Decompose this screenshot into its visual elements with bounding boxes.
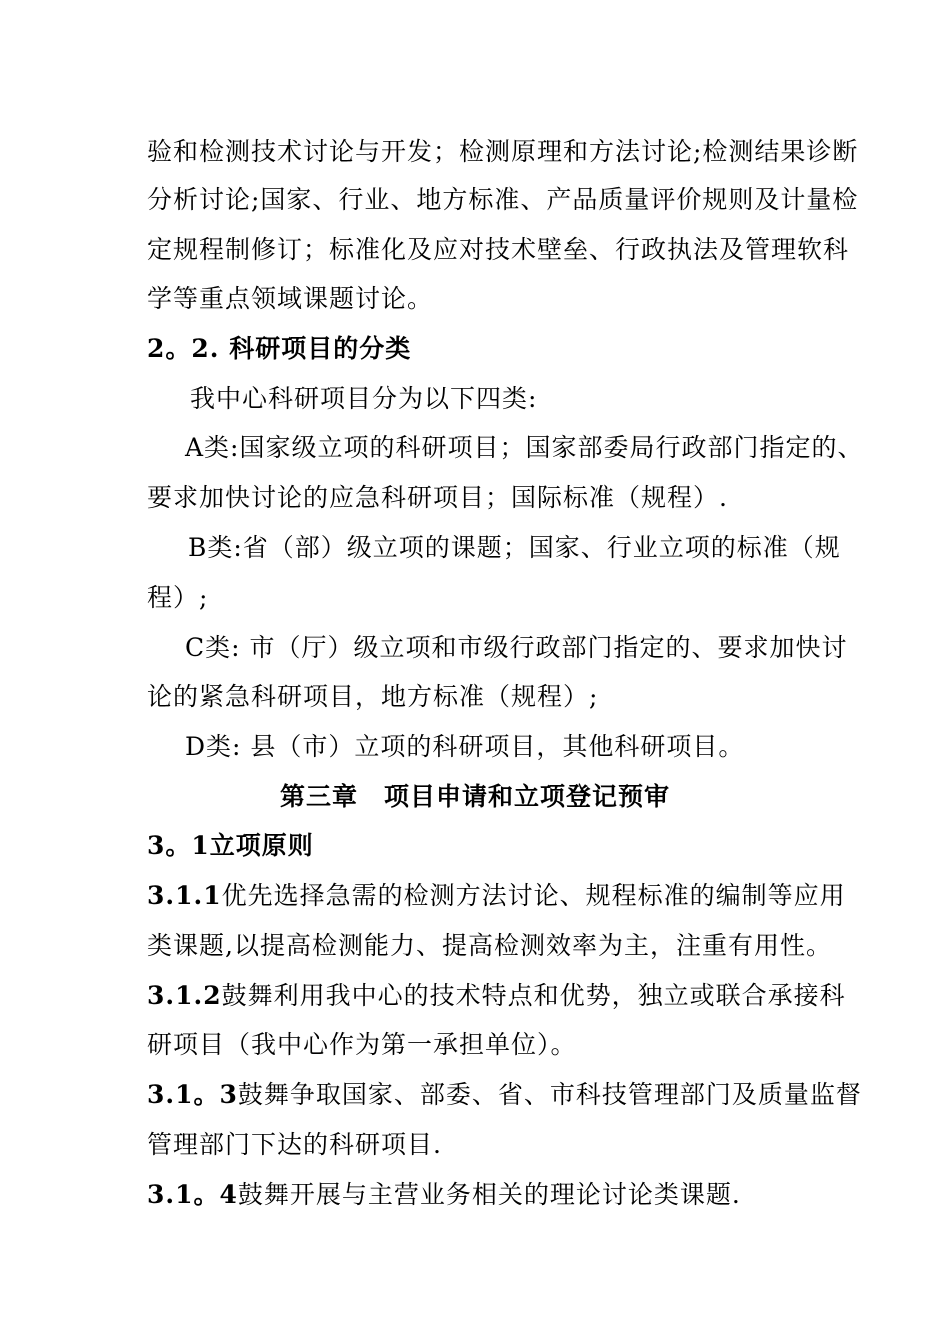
item-text: 鼓舞争取国家、部委、省、市科技管理部门及质量监督 [237, 1080, 862, 1109]
class-b-line-1: B类:省（部）级立项的课题；国家、行业立项的标准（规 [188, 533, 841, 562]
class-a-line-1: A类:国家级立项的科研项目；国家部委局行政部门指定的、 [185, 433, 864, 462]
item-3-1-1-line-2: 类课题,以提高检测能力、提高检测效率为主，注重有用性。 [147, 931, 832, 960]
item-number: 3.1.1 [147, 881, 222, 910]
item-number: 3.1。4 [147, 1180, 238, 1209]
item-3-1-3-line-1 [147, 1080, 862, 1110]
chapter-3-title: 第三章 项目申请和立项登记预审 [279, 782, 670, 811]
item-number: 3.1。3 [147, 1080, 238, 1109]
item-number: 3.1.2 [147, 981, 222, 1010]
class-c-line-2: 论的紧急科研项目，地方标准（规程）; [147, 682, 599, 711]
class-a-line-2: 要求加快讨论的应急科研项目；国际标准（规程）. [147, 483, 728, 512]
item-text: 优先选择急需的检测方法讨论、规程标准的编制等应用 [221, 881, 846, 910]
classification-intro: 我中心科研项目分为以下四类: [190, 384, 538, 413]
section-heading-2-2: 2。2. 科研项目的分类 [147, 334, 412, 363]
class-d-line: D类: 县（市）立项的科研项目，其他科研项目。 [185, 732, 745, 761]
item-text: 鼓舞开展与主营业务相关的理论讨论类课题. [237, 1180, 741, 1209]
class-c-line-1: C类: 市（厅）级立项和市级行政部门指定的、要求加快讨 [185, 633, 848, 662]
item-text: 鼓舞利用我中心的技术特点和优势，独立或联合承接科 [221, 981, 846, 1010]
item-3-1-4-line-1 [147, 1180, 847, 1210]
section-heading-3-1: 3。1立项原则 [147, 831, 314, 860]
body-line-1: 验和检测技术讨论与开发；检测原理和方法讨论;检测结果诊断 [147, 137, 859, 166]
body-line-4: 学等重点领域课题讨论。 [147, 284, 434, 313]
item-3-1-1-line-1 [147, 881, 847, 911]
body-line-3: 定规程制修订；标准化及应对技术壁垒、行政执法及管理软科 [147, 235, 850, 264]
body-line-2: 分析讨论;国家、行业、地方标准、产品质量评价规则及计量检 [147, 185, 859, 214]
item-3-1-2-line-2: 研项目（我中心作为第一承担单位）。 [147, 1030, 577, 1059]
item-3-1-2-line-1 [147, 981, 847, 1011]
class-b-line-2: 程）; [147, 583, 209, 612]
item-3-1-3-line-2: 管理部门下达的科研项目. [147, 1130, 442, 1159]
